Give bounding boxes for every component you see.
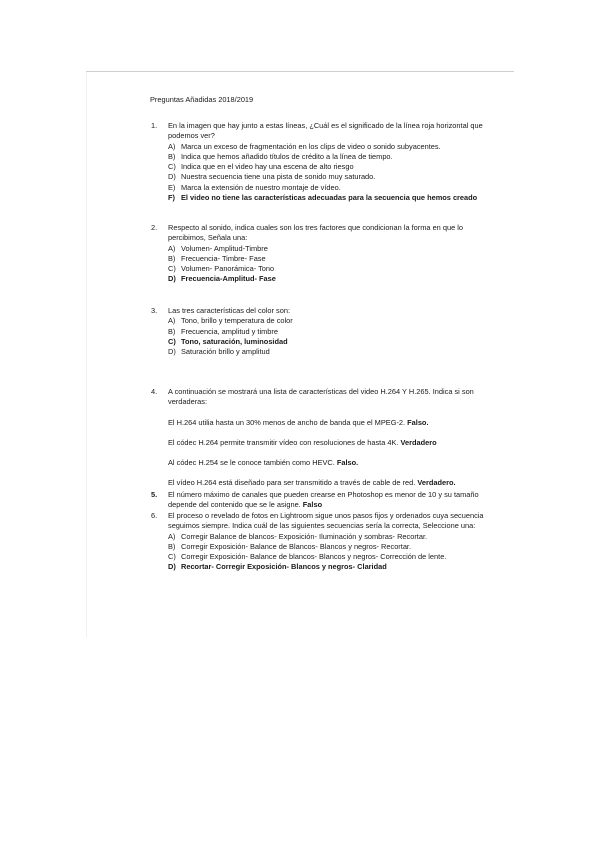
option-b: B) Frecuencia- Timbre- Fase [168,253,266,263]
question-text: El proceso o revelado de fotos en Lightroom sigue unos pasos fijos y ordenados cuya secuencia seguimos siempre. Indica cuál de las siguientes secuencias sería la correcta, Seleccione una: [168,511,484,531]
option-c-correct: C) Tono, saturación, luminosidad [168,336,288,346]
statement-answer: Falso. [407,417,429,427]
question-number: 6. [151,511,158,520]
statement-3: Al códec H.254 se le conoce también como HEVC. Falso. [168,458,359,468]
option-e: E) Marca la extensión de nuestro montaje de vídeo. [168,182,341,192]
question-text: Respecto al sonido, indica cuales son los tres factores que condicionan la forma en que lo percibimos, Señala una: [168,223,463,243]
question-2 [151,223,491,285]
statement-1: El H.264 utilia hasta un 30% menos de ancho de banda que el MPEG-2. Falso. [168,417,429,427]
option-d-correct: D) Frecuencia-Amplitud- Fase [168,274,276,284]
statement-answer: Verdadero. [417,478,456,488]
question-3 [151,306,491,357]
option-f-correct: F) El video no tiene las características adecuadas para la secuencia que hemos creado [168,193,478,203]
options-list [168,532,491,573]
option-b: B) Indica que hemos añadido títulos de crédito a la línea de tiempo. [168,151,393,161]
statement-2: El códec H.264 permite transmitir vídeo con resoluciones de hasta 4K. Verdadero [168,437,437,447]
question-number: 3. [151,306,158,315]
statement-answer: Falso. [336,458,359,468]
option-b: B) Corregir Exposición- Balance de Blancos- Blancos y negros- Recortar. [168,541,412,551]
question-6 [151,511,491,573]
question-number: 5. [151,490,158,499]
question-1 [151,121,491,203]
question-text: Las tres características del color son: [168,306,290,315]
statement-answer: Verdadero [400,437,437,447]
options-list [168,142,491,204]
left-border-line [86,72,87,637]
top-border-line [86,71,514,72]
option-a: A) Volumen- Amplitud-Timbre [168,243,268,253]
options-list [168,316,491,357]
option-d: D) Saturación brillo y amplitud [168,347,270,357]
question-text: A continuación se mostrará una lista de características del video H.264 Y H.265. Indica si son verdaderas: [168,387,474,407]
option-d-correct: D) Recortar- Corregir Exposición- Blancos y negros- Claridad [168,562,387,572]
question-number: 2. [151,223,158,232]
option-c: C) Indica que en el video hay una escena de alto riesgo [168,162,354,172]
question-4 [151,387,491,489]
option-b: B) Frecuencia, amplitud y timbre [168,326,278,336]
option-a: A) Marca un exceso de fragmentación en los clips de video o sonido subyacentes. [168,141,441,151]
question-answer: Falso [302,500,323,510]
question-text: En la imagen que hay junto a estas líneas, ¿Cuál es el significado de la línea roja horizontal que podemos ver? [168,121,483,141]
option-a: A) Corregir Balance de blancos- Exposición- Iluminación y sombras- Recortar. [168,531,428,541]
question-5 [151,490,491,511]
document-title: Preguntas Añadidas 2018/2019 [150,95,254,104]
option-c: C) Corregir Exposición- Balance de blancos- Blancos y negros- Corrección de lente. [168,552,447,562]
option-c: C) Volumen- Panorámica- Tono [168,264,275,274]
statement-4: El vídeo H.264 está diseñado para ser transmitido a través de cable de red. Verdadero. [168,478,456,488]
option-a: A) Tono, brillo y temperatura de color [168,316,293,326]
question-number: 1. [151,121,158,130]
question-number: 4. [151,387,158,396]
options-list [168,244,491,285]
question-text: El número máximo de canales que pueden crearse en Photoshop es menor de 10 y su tamaño depende del contenido que se le asigne. Falso [168,490,479,510]
option-d: D) Nuestra secuencia tiene una pista de sonido muy saturado. [168,172,376,182]
